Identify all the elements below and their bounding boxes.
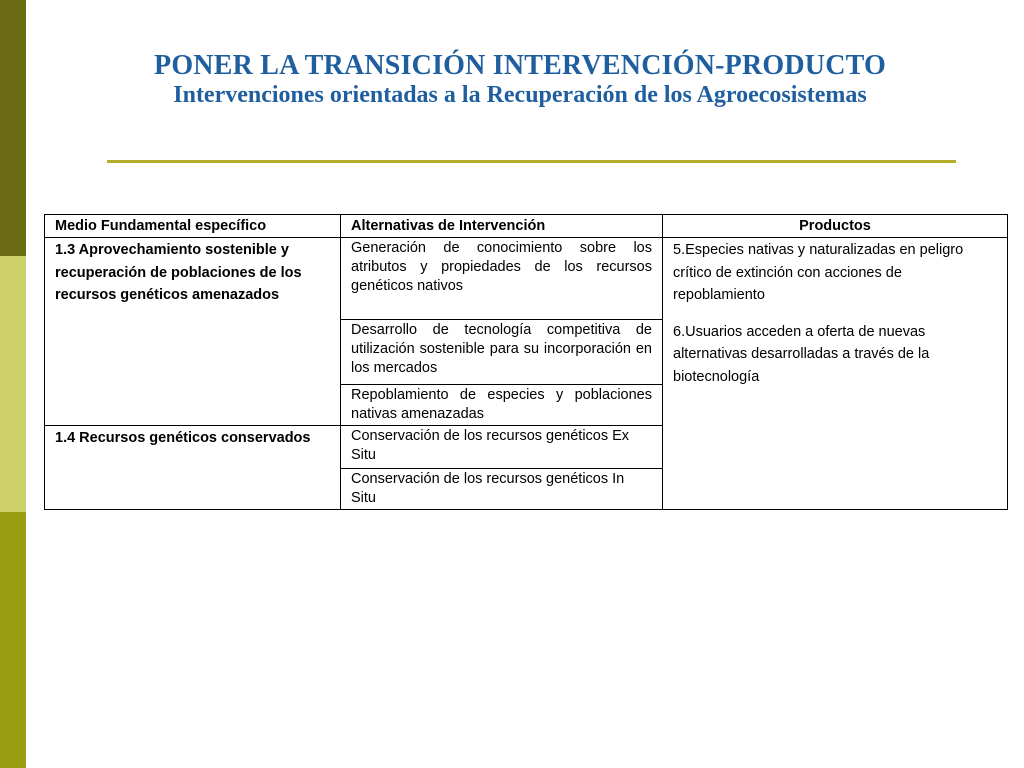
slide-subtitle: Intervenciones orientadas a la Recuperación de los Agroecosistemas (173, 82, 867, 108)
sidebar-decoration (0, 0, 26, 768)
alternativa-cell: Generación de conocimiento sobre los atributos y propiedades de los recursos genéticos nativos (341, 238, 663, 320)
table-header-row (45, 215, 1008, 238)
title-block (40, 50, 1000, 109)
alternativa-cell: Repoblamiento de especies y poblaciones nativas amenazadas (341, 385, 663, 426)
productos-cell (663, 238, 1008, 510)
slide-title: PONER LA TRANSICIÓN INTERVENCIÓN-PRODUCTO (154, 50, 886, 81)
alternativa-cell: Conservación de los recursos genéticos Ex Situ (341, 426, 663, 469)
header-medio: Medio Fundamental específico (45, 215, 341, 238)
sidebar-segment-light (0, 256, 26, 512)
table-row (45, 238, 1008, 320)
sidebar-segment-olive (0, 512, 26, 768)
header-productos: Productos (663, 215, 1008, 238)
producto-item: 5.Especies nativas y naturalizadas en peligro crítico de extinción con acciones de repoblamiento (673, 242, 964, 303)
alternativa-cell: Desarrollo de tecnología competitiva de utilización sostenible para su incorporación en los mercados (341, 320, 663, 385)
medio-cell-2: 1.4 Recursos genéticos conservados (45, 426, 341, 510)
header-alternativas: Alternativas de Intervención (341, 215, 663, 238)
title-divider (107, 160, 956, 163)
intervention-table (44, 214, 1008, 510)
medio-cell-1: 1.3 Aprovechamiento sostenible y recuperación de poblaciones de los recursos genéticos amenazados (45, 238, 341, 426)
producto-item: 6.Usuarios acceden a oferta de nuevas alternativas desarrolladas a través de la biotecnología (673, 323, 930, 385)
alternativa-cell: Conservación de los recursos genéticos In Situ (341, 469, 663, 510)
sidebar-segment-dark (0, 0, 26, 256)
